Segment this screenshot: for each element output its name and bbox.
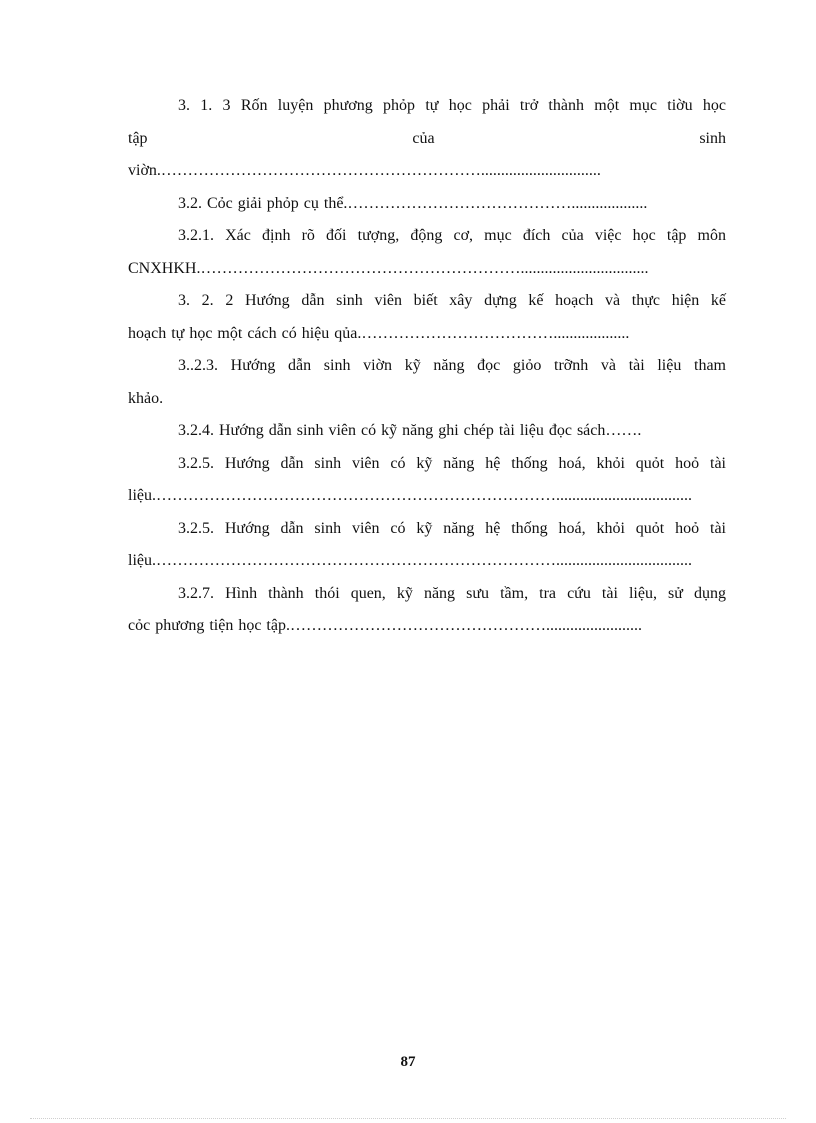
- toc-entry-3-2-5-repeat: [128, 513, 726, 578]
- toc-entry-3-2-1: [128, 220, 726, 285]
- toc-line: 3.2.5. Hướng dẫn sinh viên có kỹ năng hệ thống hoá, khỏi quỏt hoỏ tài: [178, 519, 726, 537]
- toc-line: khảo.: [128, 389, 164, 407]
- toc-line: hoạch tự học một cách có hiệu qủa.………………………………...................: [128, 324, 630, 342]
- toc-entry-3-2-5: [128, 448, 726, 513]
- toc-line: cỏc phương tiện học tập.…………………………………………........................: [128, 617, 642, 634]
- toc-line: liệu.…………………………………………………………………..................................: [128, 552, 692, 569]
- page-bottom-divider: [30, 1118, 786, 1119]
- toc-line: 3. 1. 3 Rốn luyện phương phỏp tự học phải trở thành một mục tiờu học: [178, 97, 726, 114]
- page-number: 87: [400, 1054, 416, 1070]
- table-of-contents-section: [128, 90, 726, 643]
- toc-line: 3.2.1. Xác định rõ đối tượng, động cơ, mục đích của việc học tập môn: [178, 227, 726, 244]
- toc-entry-3-2-4: [128, 415, 726, 448]
- toc-line: 3.2. Cỏc giải phỏp cụ thể.……………………………………...................: [178, 194, 648, 212]
- toc-line: CNXHKH.……………………………………………………................................: [128, 259, 649, 277]
- toc-line: tập của sinh: [128, 129, 726, 147]
- toc-line: 3.2.5. Hướng dẫn sinh viên có kỹ năng hệ thống hoá, khỏi quỏt hoỏ tài: [178, 454, 726, 472]
- toc-entry-3-1-3: [128, 90, 726, 188]
- toc-line: 3.2.7. Hình thành thói quen, kỹ năng sưu tầm, tra cứu tài liệu, sử dụng: [178, 584, 726, 602]
- toc-line: 3.2.4. Hướng dẫn sinh viên có kỹ năng ghi chép tài liệu đọc sách…….: [178, 422, 642, 439]
- toc-line: 3..2.3. Hướng dẫn sinh viờn kỹ năng đọc giỏo trỡnh và tài liệu tham: [178, 357, 726, 374]
- toc-entry-3-2: [128, 188, 726, 221]
- toc-line: liệu.…………………………………………………………………..................................: [128, 487, 692, 504]
- toc-line: 3. 2. 2 Hướng dẫn sinh viên biết xây dựng kế hoạch và thực hiện kế: [178, 292, 726, 309]
- toc-line: viờn.……………………………………………………..............................: [128, 162, 601, 179]
- toc-entry-3-2-7: [128, 578, 726, 643]
- toc-entry-3-2-2: [128, 285, 726, 350]
- toc-entry-3-2-3: [128, 350, 726, 415]
